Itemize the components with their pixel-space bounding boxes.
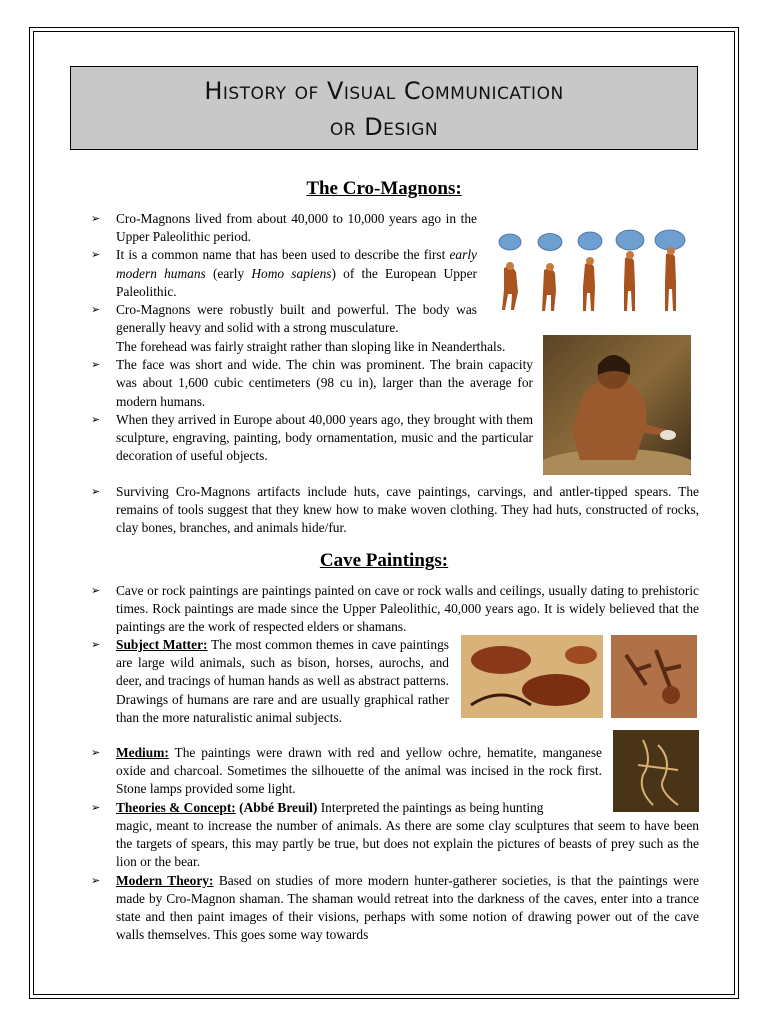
cave-list-top xyxy=(83,582,699,637)
cave-heading: Cave Paintings: xyxy=(319,550,449,571)
subject-matter-text: The most common themes in cave paintings are large wild animals, such as bison, horses, aurochs, and deer, and tracings of human hands as well as abstract patterns. Drawings of humans are rare and are usually graphical rather than the more naturalistic animal subjects. xyxy=(116,637,450,725)
hunters-painting-image xyxy=(611,635,697,718)
cromagnon-bullet-6: ➢ Surviving Cro-Magnons artifacts include huts, cave paintings, carvings, and antler-tipped spears. The remains of tools suggest that they knew how to make woven clothing. They had huts, constructed of rocks, clay bones, branches, and animals hide/fur. xyxy=(83,483,699,538)
b2-emphasis-2: Homo sapiens xyxy=(251,265,332,281)
theories-text-a: Interpreted the paintings as being hunting xyxy=(317,799,544,815)
subject-matter-label: Subject Matter: xyxy=(116,637,208,652)
cave-bullet-subject-matter xyxy=(83,636,449,727)
bison-painting-image xyxy=(461,635,603,718)
cave-bullet-theories xyxy=(83,799,602,817)
title-line-1: History of Visual Communication xyxy=(204,77,564,105)
b2-emphasis-1: early modern humans xyxy=(116,247,477,281)
cromagnons-list-bottom xyxy=(83,483,699,538)
cromagnon-bullet-3: ➢ Cro-Magnons were robustly built and powerful. The body was generally heavy and solid with a strong musculature. xyxy=(83,301,477,337)
cave-bullet-1: ➢ Cave or rock paintings are paintings painted on cave or rock walls and ceilings, usually dating to prehistoric times. Rock paintings are made since the Upper Paleolithic, 40,000 years ago. It is widely believed that the paintings are the work of respected elders or shamans. xyxy=(83,582,699,637)
caveman-image xyxy=(543,335,691,475)
b2-text-c: ) of the European Upper Paleolithic. xyxy=(116,265,477,299)
cave-list-mid xyxy=(83,636,449,727)
title-box xyxy=(70,66,698,150)
cave-bullet-theories-cont: magic, meant to increase the number of animals. As there are some clay sculptures that seem to have been the targets of spears, this may partly be true, but does not explain the pictures of beasts of prey such as the lion or the bear. xyxy=(116,818,699,870)
b2-text-a: It is a common name that has been used to describe the first xyxy=(116,247,450,263)
cromagnon-bullet-5: ➢ When they arrived in Europe about 40,000 years ago, they brought with them sculpture, engraving, painting, body ornamentation, music and the particular decoration of useful objects. xyxy=(83,411,533,466)
title-line-2: or Design xyxy=(329,113,439,141)
cave-bullet-medium xyxy=(83,744,602,799)
abbe-breuil-text: (Abbé Breuil) xyxy=(235,799,318,815)
medium-text: The paintings were drawn with red and yellow ochre, hematite, manganese oxide and charcoal. Sometimes the silhouette of the animal was incised in the rock first. Stone lamps provided some light. xyxy=(116,745,602,797)
engraving-image xyxy=(613,730,699,812)
cave-list-bottom xyxy=(83,817,699,944)
cromagnons-list-mid xyxy=(83,338,533,465)
b2-text-b: (early xyxy=(205,265,252,281)
cave-list-medium xyxy=(83,744,602,817)
cromagnon-bullet-2 xyxy=(83,246,477,301)
cromagnons-list-top xyxy=(83,210,477,337)
medium-label: Medium: xyxy=(116,745,169,760)
cromagnon-bullet-4: ➢ The face was short and wide. The chin was prominent. The brain capacity was about 1,600 cubic centimeters (98 cu in), larger than the average for modern humans. xyxy=(83,356,533,411)
modern-theory-label: Modern Theory: xyxy=(116,872,214,888)
modern-theory-text: Based on studies of more modern hunter-gatherer societies, is that the paintings were made by Cro-Magnon shaman. The shaman would retreat into the darkness of the caves, enter into a trance state and then paint images of their visions, perhaps with some notion of drawing power out of the cave walls themselves. This goes some way towards xyxy=(116,872,699,943)
evolution-image xyxy=(492,218,720,328)
cromagnon-bullet-3-cont: The forehead was fairly straight rather than sloping like in Neanderthals. xyxy=(116,339,506,354)
cave-bullet-modern-theory xyxy=(83,872,699,945)
cromagnons-heading: The Cro-Magnons: xyxy=(306,178,462,199)
cromagnon-bullet-1: ➢ Cro-Magnons lived from about 40,000 to 10,000 years ago in the Upper Paleolithic period. xyxy=(83,210,477,246)
theories-label: Theories & Concept: xyxy=(116,799,236,815)
